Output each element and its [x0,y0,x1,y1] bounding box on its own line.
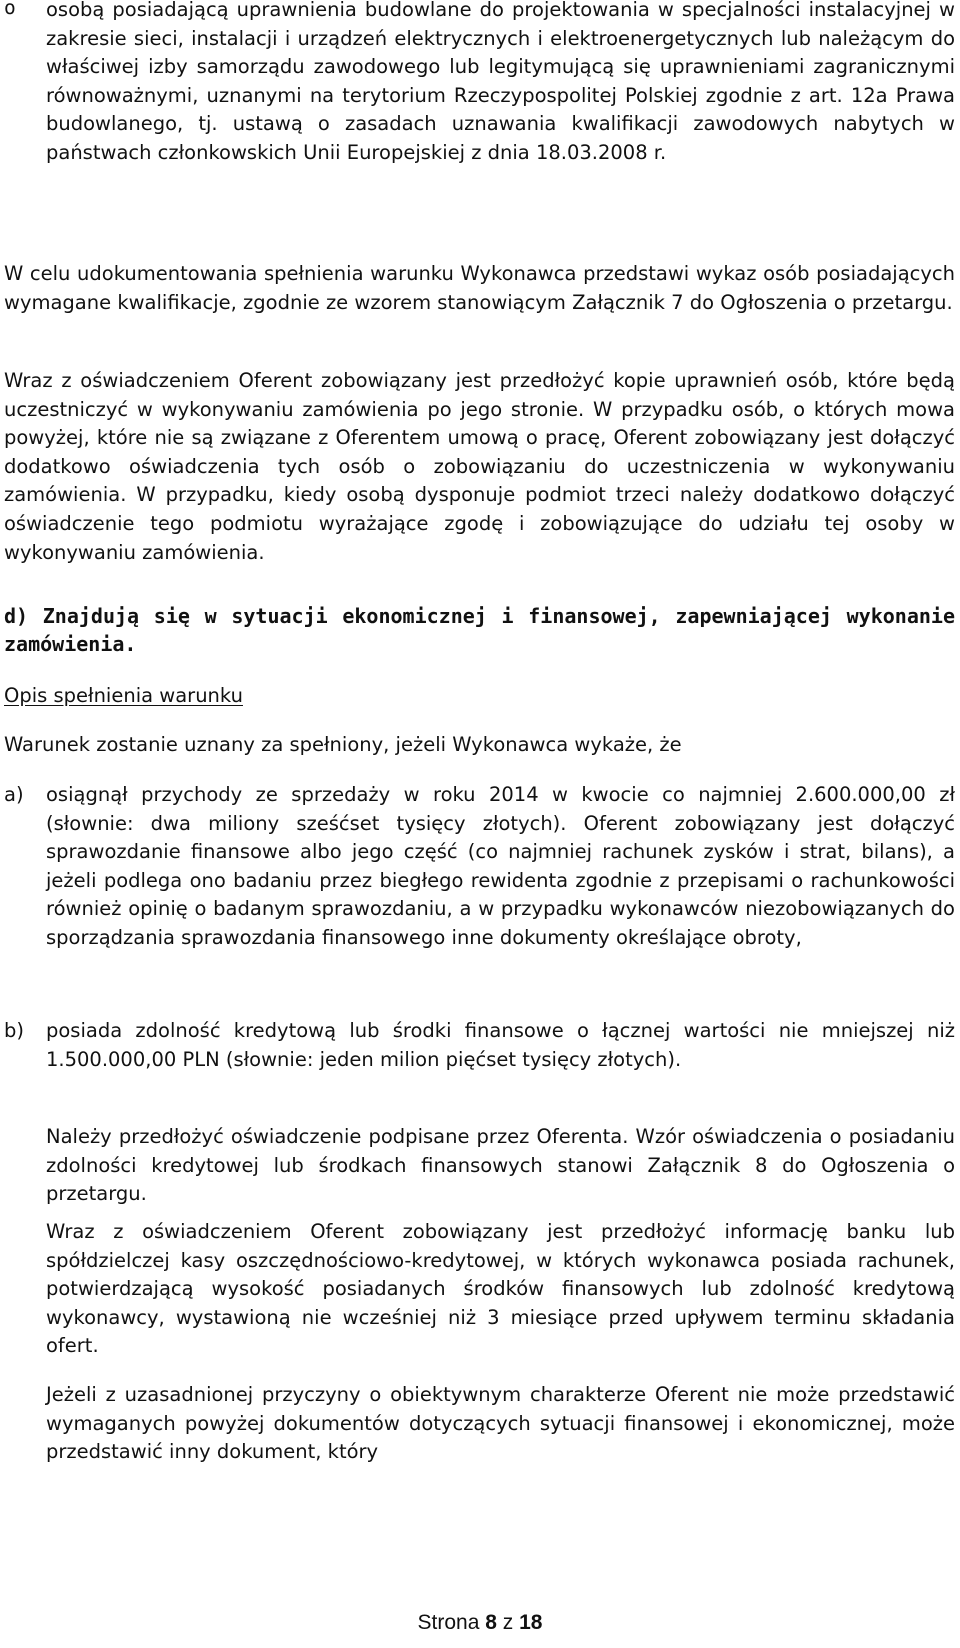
page-footer [0,1610,960,1636]
item-b-paragraph-2: Wraz z oświadczeniem Oferent zobowiązany jest przedłożyć informację banku lub spółdzielczej kasy oszczędnościowo-kredytowej, w których wykonawca posiada rachunek, potwierdzającą wysokość posiadanych środków finansowych lub zdolność kredytową wykonawcy, wystawioną nie wcześniej niż 3 miesiące przed upływem terminu składania ofert. [46,1220,955,1358]
footer-page-number: 8 [485,1611,497,1634]
item-b-text: posiada zdolność kredytową lub środki finansowe o łącznej wartości nie mniejszej niż 1.500.000,00 PLN (słownie: jeden milion pięćset tysięcy złotych). [46,1019,955,1071]
item-b-paragraph-1: Należy przedłożyć oświadczenie podpisane przez Oferenta. Wzór oświadczenia o posiadaniu zdolności kredytowej lub środkach finansowych stanowi Załącznik 8 do Ogłoszenia o przetargu. [46,1125,955,1206]
condition-intro: Warunek zostanie uznany za spełniony, jeżeli Wykonawca wykaże, że [4,733,682,756]
item-a-text: osiągnął przychody ze sprzedaży w roku 2014 w kwocie co najmniej 2.600.000,00 zł (słownie: dwa miliony sześćset tysięcy złotych). Oferent zobowiązany jest dołączyć sprawozdanie finansowe albo jego część (co najmniej rachunek zysków i strat, bilans), a jeżeli podlega ono badaniu przez biegłego rewidenta zgodnie z przepisami o rachunkowości również opinię o badanym sprawozdaniu, a w przypadku wykonawców niezobowiązanych do sporządzania sprawozdania finansowego inne dokumenty określające obroty, [46,783,955,949]
footer-prefix: Strona [417,1611,486,1634]
footer-total-pages: 18 [519,1611,543,1634]
bullet-marker: o [4,0,16,19]
item-b-paragraph-3: Jeżeli z uzasadnionej przyczyny o obiektywnym charakterze Oferent nie może przedstawić wymaganych powyżej dokumentów dotyczących sytuacji finansowej i ekonomicznej, może przedstawić inny dokument, który [46,1383,955,1464]
paragraph-together: Wraz z oświadczeniem Oferent zobowiązany jest przedłożyć kopie uprawnień osób, które będą uczestniczyć w wykonywaniu zamówienia po jego stronie. W przypadku osób, o których mowa powyżej, które nie są związane z Oferentem umową o pracę, Oferent zobowiązany jest dołączyć dodatkowo oświadczenia tych osób o zobowiązaniu do uczestniczenia w wykonywaniu zamówienia. W przypadku, kiedy osobą dysponuje podmiot trzeci należy dodatkowo dołączyć oświadczenie tego podmiotu wyrażające zgodę i zobowiązujące do udziału tej osoby w wykonywaniu zamówienia. [4,369,955,564]
item-a-label: a) [4,783,24,806]
paragraph-documenting: W celu udokumentowania spełnienia warunku Wykonawca przedstawi wykaz osób posiadających wymagane kwalifikacje, zgodnie ze wzorem stanowiącym Załącznik 7 do Ogłoszenia o przetargu. [4,262,955,314]
bullet-paragraph: osobą posiadającą uprawnienia budowlane do projektowania w specjalności instalacyjnej w zakresie sieci, instalacji i urządzeń elektrycznych i elektroenergetycznych lub należącym do właściwej izby samorządu zawodowego lub legitymującą się uprawnieniami zagranicznymi równoważnymi, uznanymi na terytorium Rzeczypospolitej Polskiej zgodnie z art. 12a Prawa budowlanego, tj. ustawą o zasadach uznawania kwalifikacji zawodowych nabytych w państwach członkowskich Unii Europejskiej z dnia 18.03.2008 r. [46,0,955,164]
section-heading: d) Znajdują się w sytuacji ekonomicznej i finansowej, zapewniającej wykonanie zamówienia. [4,604,955,656]
footer-middle: z [496,1611,520,1634]
item-b-label: b) [4,1019,24,1042]
opis-label: Opis spełnienia warunku [4,684,243,707]
